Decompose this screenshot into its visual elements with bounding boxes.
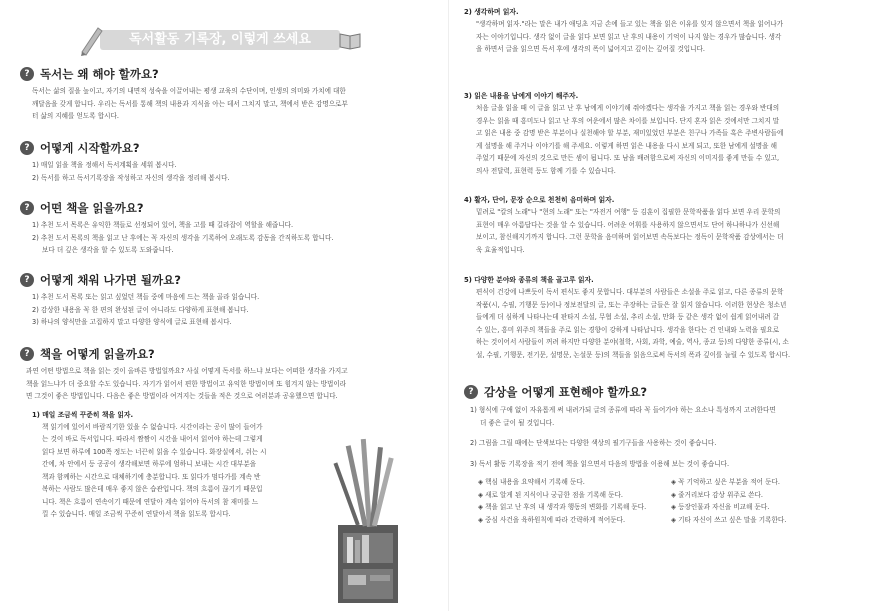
paragraph-line: 하는 것이어서 사람들이 꺼려 하지만 다양한 분야(철학, 사회, 과학, 예술, 역사, 종교 등)의 다양한 종류(시, 소: [476, 338, 789, 346]
paragraph-line: 고 읽은 내용 중 감명 받은 부분이나 실천해야 할 부분, 재미있었던 부분은 친구나 가족들 혹은 주변사람들에: [476, 129, 784, 137]
list-item: 3) 독서 활동 기록장을 적기 전에 책을 읽으면서 다음의 방법을 이용해 보는 것이 좋습니다.: [470, 459, 730, 468]
bookshelf-icon: [318, 435, 418, 605]
question-mark-icon: ?: [20, 141, 34, 155]
list-item: 2) 그림을 그릴 때에는 단색보다는 다양한 색상의 필기구들을 사용하는 것이 좋습니다.: [470, 439, 717, 447]
list-item: 1) 추천 도서 목록 또는 읽고 싶었던 책들 중에 마음에 드는 책을 골라 읽습니다.: [32, 293, 260, 301]
question-mark-icon: ?: [464, 385, 478, 399]
list-item: 2) 감상한 내용을 꼭 한 편의 완성된 글이 아니라도 다양하게 표현해 봅니다.: [32, 305, 249, 314]
paragraph-line: 책을 읽느냐가 더 중요할 수도 있습니다. 자기가 읽어서 편한 방법이고 유익한 방법이며 또 힘겨지 않는 방법이라: [26, 379, 347, 388]
subsection-title: 1) 매일 조금씩 꾸준히 책을 읽자.: [32, 410, 134, 419]
paragraph-line: 책과 함께하는 시간으로 대체하기에 충분합니다. 또 읽다가 멈다가를 계속 반: [42, 472, 261, 481]
section-title: 어떻게 채워 나가면 될까요?: [40, 273, 181, 287]
title-banner: [70, 22, 360, 56]
paragraph-line: 설, 수필, 기행문, 전기문, 설명문, 논설문 등)의 책들을 읽음으로써 독서의 폭과 깊이를 늘릴 수 있도록 합시다.: [476, 350, 791, 359]
subsection-title: 4) 활자, 단어, 문장 순으로 천천히 음미하며 읽자.: [464, 196, 615, 204]
paragraph-line: 편식이 건강에 나쁘듯이 독서 편식도 좋지 못합니다. 대부분의 사람들은 소설을 주로 읽고, 다른 종류의 문학: [476, 288, 784, 296]
banner-title: 독서활동 기록장, 이렇게 쓰세요: [129, 32, 311, 47]
bullet-item: ◈ 등장인물과 자신을 비교해 둔다.: [671, 503, 770, 511]
paragraph-line: 게 설명을 해 주거나 이야기를 해 주세요. 이렇게 하면 읽은 내용을 다시 보게 되고, 또한 남에게 설명을 해: [476, 141, 777, 150]
section-how-fill: [20, 272, 438, 329]
list-item: 1) 매일 읽을 책을 정해서 독서계획을 세워 봅시다.: [32, 161, 177, 169]
paragraph-line: 터 삶의 지혜를 얻도록 합시다.: [32, 112, 119, 120]
question-mark-icon: ?: [20, 347, 34, 361]
bullet-item: ◈ 꼭 기억하고 싶은 부분을 적어 둔다.: [671, 478, 780, 486]
paragraph-line: 니다. 책은 흐름이 연속이기 때문에 연달아 계속 읽어야 독서의 참 재미를 느: [42, 497, 259, 506]
section-title: 어떤 책을 읽을까요?: [40, 201, 144, 215]
section-think-read: [464, 6, 854, 56]
section-title: 독서는 왜 해야 할까요?: [40, 67, 159, 81]
page-divider: [448, 0, 449, 611]
section-express: [464, 384, 854, 526]
paragraph-line: 간에, 차 안에서 등 공공이 생각해보면 하루에 엄하니 보내는 시간 대부분을: [42, 460, 257, 468]
question-mark-icon: ?: [20, 67, 34, 81]
paragraph-line: 책 읽기에 있어서 바람직기한 있을 수 없습니다. 시간이라는 공이 많이 들어가: [42, 422, 263, 431]
list-item: 더 좋은 글이 될 것입니다.: [480, 418, 555, 427]
paragraph-line: 밑려로 "칼의 노래"나 "현의 노래" 또는 "자전거 여행" 등 김훈이 집필한 문학작품을 읽다 보면 우리 문학의: [476, 208, 781, 216]
section-what-read: [20, 200, 438, 257]
paragraph-line: 주었기 때문에 자신의 것으로 만든 셈이 됩니다. 또 남을 배려함으로써 자신의 이미지를 좋게 만들 수 있고,: [476, 154, 780, 162]
section-tell-others: [464, 90, 854, 177]
bullet-item: ◈ 중심 사건을 육하원칙에 따라 간략하게 적어둔다.: [478, 515, 626, 524]
paragraph-line: 작품(시, 수필, 기행문 등)이나 정보전달의 글, 또는 주장하는 글들은 잘 읽지 않습니다. 이러한 현상은 청소년: [476, 300, 787, 309]
paragraph-line: 과연 어떤 방법으로 책을 읽는 것이 올바른 방법일까요? 사실 어떻게 독서를 하느냐 보다는 어떠한 생각을 가지고: [26, 367, 348, 375]
list-item: 1) 형식에 구애 없이 자유롭게 써 내려가되 글의 종류에 따라 꼭 들어가야 하는 요소나 특성까지 고려한다면: [470, 406, 776, 414]
paragraph-line: 독서는 삶의 질을 높이고, 자기의 내면적 성숙을 이끌어내는 평생 교육의 수단이며, 인생의 의미와 가치에 대한: [32, 87, 346, 95]
paragraph-line: 보이고, 참신해지기까지 합니다. 그런 문학을 음미하며 읽어보면 속독보다는 정독이 문학작품 감상에서는 더: [476, 233, 784, 241]
paragraph-line: 는 것이 바로 독서입니다. 따라서 짬짬이 시간을 내어서 읽어야 하는데 그렇게: [42, 435, 263, 443]
bullet-item: ◈ 책을 읽고 난 후의 내 생각과 행동의 변화를 기록해 둔다.: [478, 503, 647, 511]
bullet-item: ◈ 줄거리보다 감상 위주로 쓴다.: [671, 490, 763, 499]
section-title: 감상을 어떻게 표현해야 할까요?: [484, 385, 648, 399]
book-icon: [338, 30, 362, 50]
paragraph-line: 읽다 보면 하루에 100쪽 정도는 너끈히 읽을 수 있습니다. 화장실에서, 쉬는 시: [42, 447, 267, 456]
section-how-start: [20, 140, 438, 184]
paragraph-line: 면 그것이 좋은 방법입니다. 다음은 좋은 방법이라 여겨지는 것들을 적은 것으로 여러분과 공유했으면 합니다.: [26, 392, 338, 400]
list-item: 2) 독서를 하고 독서기록장을 작성하고 자신의 생각을 정리해 봅시다.: [32, 173, 230, 182]
subsection-title: 3) 읽은 내용을 남에게 이야기 해주자.: [464, 92, 579, 100]
paragraph-line: 낄 수 있습니다. 매일 조금씩 꾸준히 연달아서 책을 읽도록 합시다.: [42, 510, 231, 518]
bullet-item: ◈ 기타 자신이 쓰고 싶은 말을 기록한다.: [671, 515, 787, 524]
paragraph-line: 의사 전달력, 표현력 등도 함께 기를 수 있습니다.: [476, 166, 616, 175]
paragraph-line: "생각하며 읽자."라는 말은 내가 애딩초 지금 손에 들고 있는 책을 읽은 이유를 잊지 않으면서 책을 읽어나가: [476, 20, 784, 28]
section-savor-read: [464, 194, 854, 256]
section-diverse-read: [464, 274, 854, 361]
subsection-title: 2) 생각하며 읽자.: [464, 8, 519, 16]
paragraph-line: 깨달음을 갖게 합니다. 우리는 독서를 통해 책의 내용과 지식을 아는 데서 그치지 말고, 책에서 받은 감명으로부: [32, 99, 348, 108]
paragraph-line: 자는 이야기입니다. 생각 없이 글을 읽다 보면 읽고 난 후의 내용이 기억이 나지 않는 경우가 많습니다. 생각: [476, 32, 782, 41]
question-mark-icon: ?: [20, 201, 34, 215]
paragraph-line: 들에게 더 심하게 나타나는데 판타지 소설, 무협 소설, 추리 소설, 만화 등 같은 생각 없이 쉽게 읽어내려 갈: [476, 313, 780, 321]
section-title: 어떻게 시작할까요?: [40, 141, 140, 155]
paragraph-line: 을 하면서 글을 읽으면 독서 후에 생각의 폭이 넓어지고 깊이는 깊어질 것입니다.: [476, 45, 705, 53]
list-item: 3) 하나의 양식만을 고집하지 말고 다양한 양식에 글로 표현해 봅시다.: [32, 318, 232, 326]
list-item: 보다 더 깊은 생각을 할 수 있도록 도와줍니다.: [42, 246, 174, 254]
paragraph-line: 복하는 사람도 많은데 매우 좋지 않은 습관입니다. 책의 흐름이 끊기기 때문입: [42, 485, 263, 493]
section-why-read: [20, 66, 438, 123]
paragraph-line: 처음 글을 읽을 때 이 글을 읽고 난 후 남에게 이야기해 줘야겠다는 생각을 가지고 책을 읽는 경우와 반대의: [476, 104, 780, 112]
question-mark-icon: ?: [20, 273, 34, 287]
paragraph-line: 경우는 읽을 때 흥미도나 읽고 난 후의 여운에서 많은 차이를 보입니다. 단지 혼자 읽은 것에서만 그치지 말: [476, 116, 780, 125]
bullet-item: ◈ 새로 알게 된 지식이나 궁금한 점을 기록해 둔다.: [478, 490, 623, 499]
paragraph-line: 수 있는, 흥미 위주의 책들을 주로 읽는 경향이 강하게 나타납니다. 생각을 한다는 건 인내와 노력을 필요로: [476, 325, 780, 334]
paragraph-line: 표현이 매우 아름답다는 것을 알 수 있습니다. 어려운 어휘를 사용하지 않으면서도 단어 하나하나가 신선해: [476, 220, 780, 229]
list-item: 2) 추천 도서 목록의 책을 읽고 난 후에는 꼭 자신의 생각을 기록하여 오래도록 감동을 간직하도록 합니다.: [32, 233, 334, 242]
paragraph-line: 욱 효율적입니다.: [476, 245, 525, 254]
bullet-item: ◈ 핵심 내용을 요약해서 기록해 둔다.: [478, 478, 585, 486]
section-title: 책을 어떻게 읽을까요?: [40, 347, 155, 361]
list-item: 1) 추천 도서 목록은 유익한 책들로 선정되어 있어, 책을 고를 때 길라잡이 역할을 해줍니다.: [32, 221, 294, 229]
subsection-title: 5) 다양한 분야와 종류의 책을 골고루 읽자.: [464, 276, 594, 284]
